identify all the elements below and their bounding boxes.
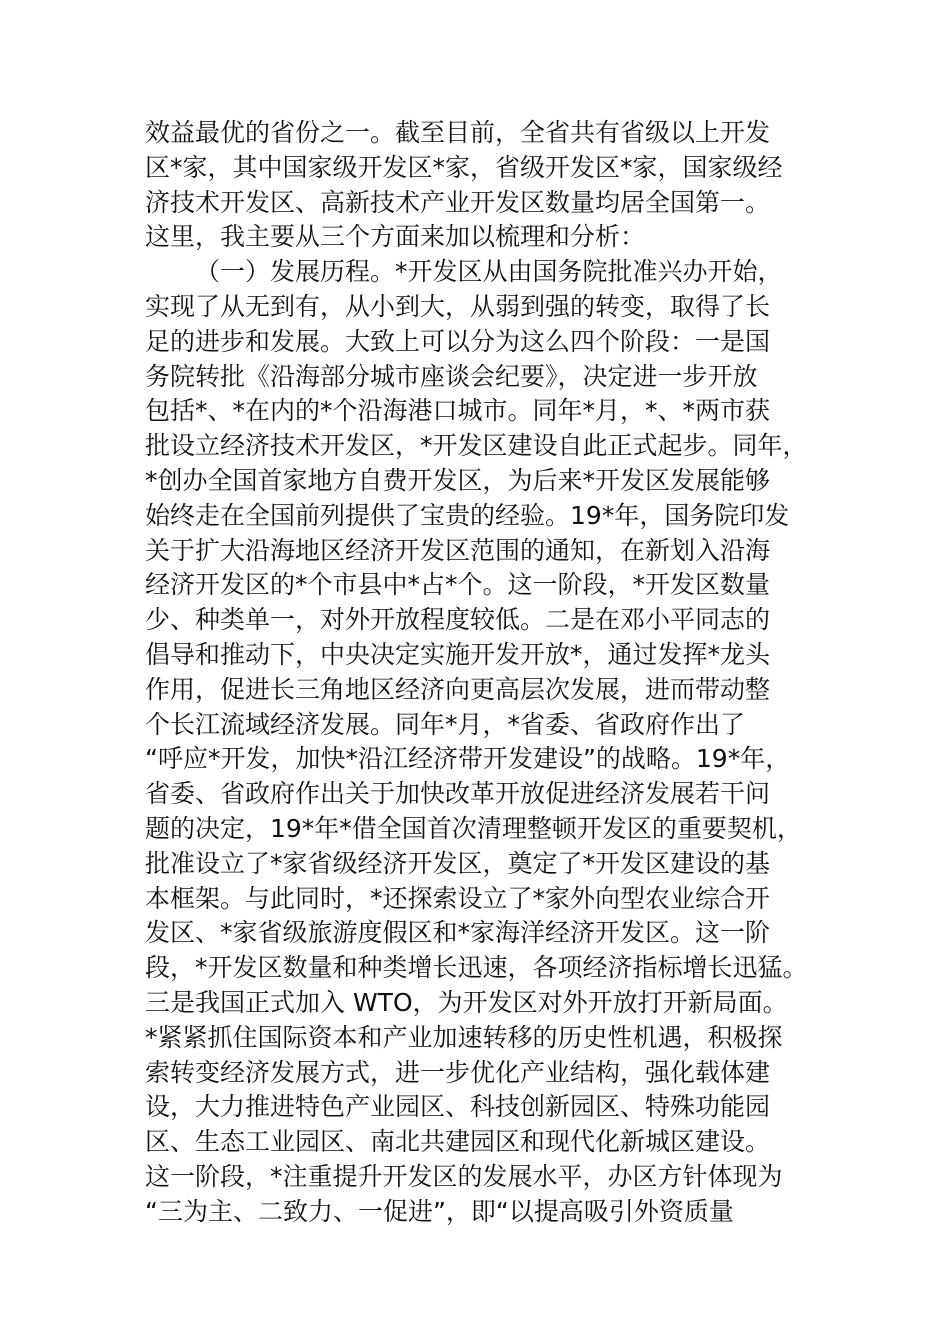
text-line-9: 包括*、*在内的*个沿海港口城市。同年*月，*、*两市获 (145, 396, 771, 426)
text-line-21: 题的决定，19*年*借全国首次清理整顿开发区的重要契机， (145, 813, 802, 843)
text-line-2: 区*家，其中国家级开发区*家，省级开发区*家，国家级经 (145, 152, 783, 182)
body-text (145, 116, 835, 1230)
text-line-24: 发区、*家省级旅游度假区和*家海洋经济开发区。这一阶 (145, 918, 771, 948)
text-line-4: 这里，我主要从三个方面来加以梳理和分析： (145, 222, 646, 252)
text-line-10: 批设立经济技术开发区，*开发区建设自此正式起步。同年， (145, 431, 808, 461)
text-line-6: 实现了从无到有，从小到大，从弱到强的转变，取得了长 (145, 291, 771, 321)
section-heading-line: （一）发展历程。*开发区从由国务院批准兴办开始， (195, 257, 783, 287)
text-line-22: 批准设立了*家省级经济开发区，奠定了*开发区建设的基 (145, 848, 771, 878)
text-line-30: 区、生态工业园区、南北共建园区和现代化新城区建设。 (145, 1127, 771, 1157)
text-line-18: 个长江流域经济发展。同年*月，*省委、省政府作出了 (145, 709, 746, 739)
text-line-1: 效益最优的省份之一。截至目前，全省共有省级以上开发 (145, 118, 771, 147)
text-line-15: 少、种类单一，对外开放程度较低。二是在邓小平同志的 (145, 605, 771, 635)
text-line-16: 倡导和推动下，中央决定实施开发开放*，通过发挥*龙头 (145, 639, 771, 669)
text-line-20: 省委、省政府作出关于加快改革开放促进经济发展若干问 (145, 779, 771, 809)
text-line-28: 索转变经济发展方式，进一步优化产业结构，强化载体建 (145, 1057, 771, 1087)
text-line-19: “呼应*开发，加快*沿江经济带开发建设”的战略。19*年， (145, 744, 791, 774)
text-line-23: 本框架。与此同时，*还探索设立了*家外向型农业综合开 (145, 883, 771, 913)
text-line-27: *紧紧抓住国际资本和产业加速转移的历史性机遇，积极探 (145, 1022, 783, 1052)
text-line-14: 经济开发区的*个市县中*占*个。这一阶段，*开发区数量 (145, 570, 771, 600)
text-line-25: 段，*开发区数量和种类增长迅速，各项经济指标增长迅猛。 (145, 953, 808, 983)
text-line-11: *创办全国首家地方自费开发区，为后来*开发区发展能够 (145, 465, 771, 495)
text-line-26: 三是我国正式加入 WTO，为开发区对外开放打开新局面。 (145, 987, 788, 1017)
text-line-13: 关于扩大沿海地区经济开发区范围的通知，在新划入沿海 (145, 535, 771, 565)
text-line-7: 足的进步和发展。大致上可以分为这么四个阶段：一是国 (145, 326, 771, 356)
text-line-17: 作用，促进长三角地区经济向更高层次发展，进而带动整 (145, 674, 771, 704)
text-line-12: 始终走在全国前列提供了宝贵的经验。19*年，国务院印发 (145, 500, 790, 530)
text-line-32: “三为主、二致力、一促进”，即“以提高吸引外资质量 (145, 1196, 734, 1226)
text-line-8: 务院转批《沿海部分城市座谈会纪要》，决定进一步开放 (145, 361, 758, 391)
text-line-3: 济技术开发区、高新技术产业开发区数量均居全国第一。 (145, 187, 771, 217)
text-line-29: 设，大力推进特色产业园区、科技创新园区、特殊功能园 (145, 1092, 771, 1122)
text-line-31: 这一阶段，*注重提升开发区的发展水平，办区方针体现为 (145, 1161, 783, 1191)
